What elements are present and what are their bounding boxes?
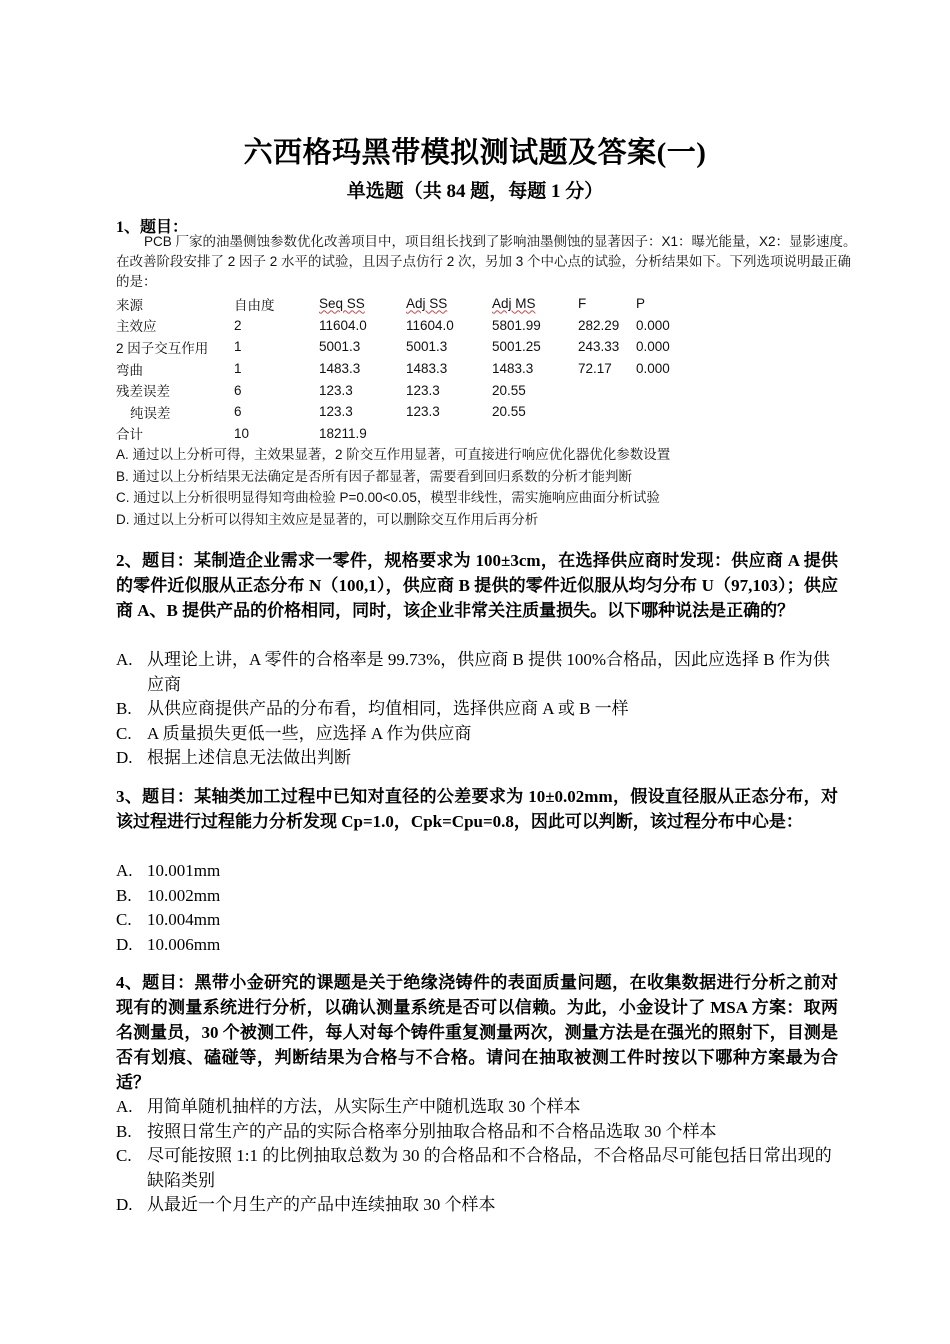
option-label: A.	[116, 1097, 133, 1116]
table-cell	[636, 401, 696, 423]
header-cell: Adj SS	[406, 296, 448, 312]
q4-option-d	[116, 1193, 838, 1218]
q4-stem: 4、题目：黑带小金研究的课题是关于绝缘浇铸件的表面质量问题，在收集数据进行分析之前对现有的测量系统进行分析，以确认测量系统是否可以信赖。为此，小金设计了 MSA 方案：取两名测量员，30 个被测工件，每人对每个铸件重复测量两次，测量方法是在强光的照射下，目测是否有划痕、磕碰等，判断结果为合格与不合格。请问在抽取被测工件时按以下哪种方案最为合适？	[116, 973, 838, 1092]
table-cell	[636, 379, 696, 401]
doc-title: 六西格玛黑带模拟测试题及答案(一)	[243, 137, 707, 169]
table-cell: 123.3	[406, 404, 440, 420]
table-row	[116, 336, 696, 358]
table-cell: 72.17	[578, 361, 612, 377]
option-text: 用简单随机抽样的方法，从实际生产中随机选取 30 个样本	[147, 1097, 581, 1116]
q2-option-d	[116, 746, 838, 771]
table-cell: 11604.0	[406, 317, 454, 333]
q1-heading: 1、题目：	[116, 219, 189, 236]
option-text: 10.001mm	[147, 861, 221, 880]
option-text: 从最近一个月生产的产品中连续抽取 30 个样本	[147, 1195, 496, 1214]
table-cell: 5001.25	[492, 339, 541, 355]
table-cell: 6	[234, 382, 242, 398]
table-cell: 1	[234, 361, 242, 377]
table-cell: 123.3	[406, 382, 440, 398]
option-label: C.	[116, 1146, 132, 1165]
table-row	[116, 401, 696, 423]
table-cell	[636, 423, 696, 445]
q3-option-c	[116, 908, 838, 933]
table-cell	[406, 423, 492, 445]
table-cell: 合计	[116, 427, 143, 443]
table-cell: 1	[234, 339, 242, 355]
header-cell: Seq SS	[319, 296, 365, 312]
option-text: 尽可能按照 1:1 的比例抽取总数为 30 的合格品和不合格品，不合格品尽可能包括日常出现的缺陷类别	[147, 1146, 832, 1190]
table-cell: 20.55	[492, 382, 526, 398]
q1-option-a: A. 通过以上分析可得，主效果显著，2 阶交互作用显著，可直接进行响应优化器优化参数设置	[116, 447, 671, 463]
q1-option-b: B. 通过以上分析结果无法确定是否所有因子都显著，需要看到回归系数的分析才能判断	[116, 468, 633, 484]
table-cell: 弯曲	[116, 362, 143, 378]
table-cell: 123.3	[319, 382, 353, 398]
header-cell: 自由度	[234, 297, 275, 313]
option-text: 根据上述信息无法做出判断	[147, 748, 351, 767]
table-cell: 20.55	[492, 404, 526, 420]
option-label: C.	[116, 910, 132, 929]
q3-option-b	[116, 884, 838, 909]
table-row	[116, 358, 696, 380]
q2-options	[116, 648, 838, 771]
table-cell: 1483.3	[492, 361, 534, 377]
option-label: D.	[116, 1195, 133, 1214]
table-cell	[578, 379, 636, 401]
table-cell: 123.3	[319, 404, 353, 420]
q3-option-a	[116, 859, 838, 884]
option-label: B.	[116, 699, 132, 718]
table-cell: 纯误差	[130, 405, 171, 421]
q1-embedded-image	[116, 232, 864, 530]
header-cell: Adj MS	[492, 296, 536, 312]
anova-table	[116, 293, 696, 444]
q2-stem: 2、题目：某制造企业需求一零件，规格要求为 100±3cm，在选择供应商时发现：供应商 A 提供的零件近似服从正态分布 N（100,1），供应商 B 提供的零件近似服从均匀分布 U（97,103）；供应商 A、B 提供产品的价格相同，同时，该企业非常关注质量损失。以下哪种说法是正确的？	[116, 551, 838, 620]
q1-options	[116, 444, 864, 530]
option-text: 从理论上讲，A 零件的合格率是 99.73%，供应商 B 提供 100%合格品，因此应选择 B 作为供应商	[147, 650, 830, 694]
option-label: B.	[116, 885, 132, 905]
q1-option-d: D. 通过以上分析可以得知主效应是显著的，可以删除交互作用后再分析	[116, 511, 539, 527]
table-row	[116, 315, 696, 337]
option-text: 10.006mm	[147, 934, 221, 954]
option-text: A 质量损失更低一些，应选择 A 作为供应商	[147, 723, 472, 743]
option-text: 按照日常生产的产品的实际合格率分别抽取合格品和不合格品选取 30 个样本	[147, 1121, 717, 1141]
q2-option-b	[116, 697, 838, 722]
table-cell: 主效应	[116, 319, 157, 335]
table-cell: 243.33	[578, 339, 620, 355]
header-cell: F	[578, 296, 587, 312]
doc-subtitle: 单选题（共 84 题，每题 1 分）	[346, 181, 604, 202]
table-cell: 2 因子交互作用	[116, 340, 209, 356]
table-cell: 0.000	[636, 361, 670, 377]
q3-stem: 3、题目：某轴类加工过程中已知对直径的公差要求为 10±0.02mm，假设直径服从正态分布，对该过程进行过程能力分析发现 Cp=1.0，Cpk=Cpu=0.8，因此可以判断，该过程分布中心是：	[116, 787, 838, 831]
q3-options	[116, 859, 838, 957]
header-cell: 来源	[116, 297, 143, 313]
table-cell: 5001.3	[406, 339, 448, 355]
table-cell: 0.000	[636, 339, 670, 355]
table-cell: 2	[234, 317, 242, 333]
header-cell: P	[636, 296, 646, 312]
table-cell: 10	[234, 425, 250, 441]
q4-option-c	[116, 1144, 838, 1193]
q2-option-a	[116, 648, 838, 697]
table-cell: 11604.0	[319, 317, 367, 333]
table-cell	[492, 423, 578, 445]
q1-option-c: C. 通过以上分析很明显得知弯曲检验 P=0.00<0.05，模型非线性，需实施响应曲面分析试验	[116, 490, 660, 506]
q4-options	[116, 1095, 838, 1218]
table-cell: 0.000	[636, 317, 670, 333]
q3-option-d	[116, 933, 838, 958]
table-cell: 残差误差	[116, 384, 170, 400]
option-label: A.	[116, 650, 133, 669]
table-row	[116, 379, 696, 401]
table-cell: 5001.3	[319, 339, 361, 355]
table-cell: 1483.3	[319, 361, 361, 377]
q1-stem: PCB 厂家的油墨侧蚀参数优化改善项目中，项目组长找到了影响油墨侧蚀的显著因子：X1：曝光能量，X2：显影速度。在改善阶段安排了 2 因子 2 水平的试验，且因子点仿行 2 次，另加 3 个中心点的试验，分析结果如下。下列选项说明最正确的是：	[116, 234, 857, 289]
option-label: C.	[116, 723, 132, 743]
option-text: 10.004mm	[147, 910, 221, 929]
table-cell: 18211.9	[319, 425, 367, 441]
option-label: A.	[116, 861, 133, 880]
table-row	[116, 423, 696, 445]
option-text: 10.002mm	[147, 885, 221, 905]
option-text: 从供应商提供产品的分布看，均值相同，选择供应商 A 或 B 一样	[147, 699, 629, 718]
table-cell: 6	[234, 404, 242, 420]
option-label: D.	[116, 748, 133, 767]
q2-option-c	[116, 722, 838, 747]
table-cell: 282.29	[578, 317, 620, 333]
option-label: D.	[116, 934, 133, 954]
q4-option-b	[116, 1120, 838, 1145]
table-cell: 1483.3	[406, 361, 448, 377]
q4-option-a	[116, 1095, 838, 1120]
table-cell	[578, 423, 636, 445]
table-cell: 5801.99	[492, 317, 541, 333]
anova-header-row	[116, 293, 696, 315]
table-cell	[578, 401, 636, 423]
option-label: B.	[116, 1121, 132, 1141]
